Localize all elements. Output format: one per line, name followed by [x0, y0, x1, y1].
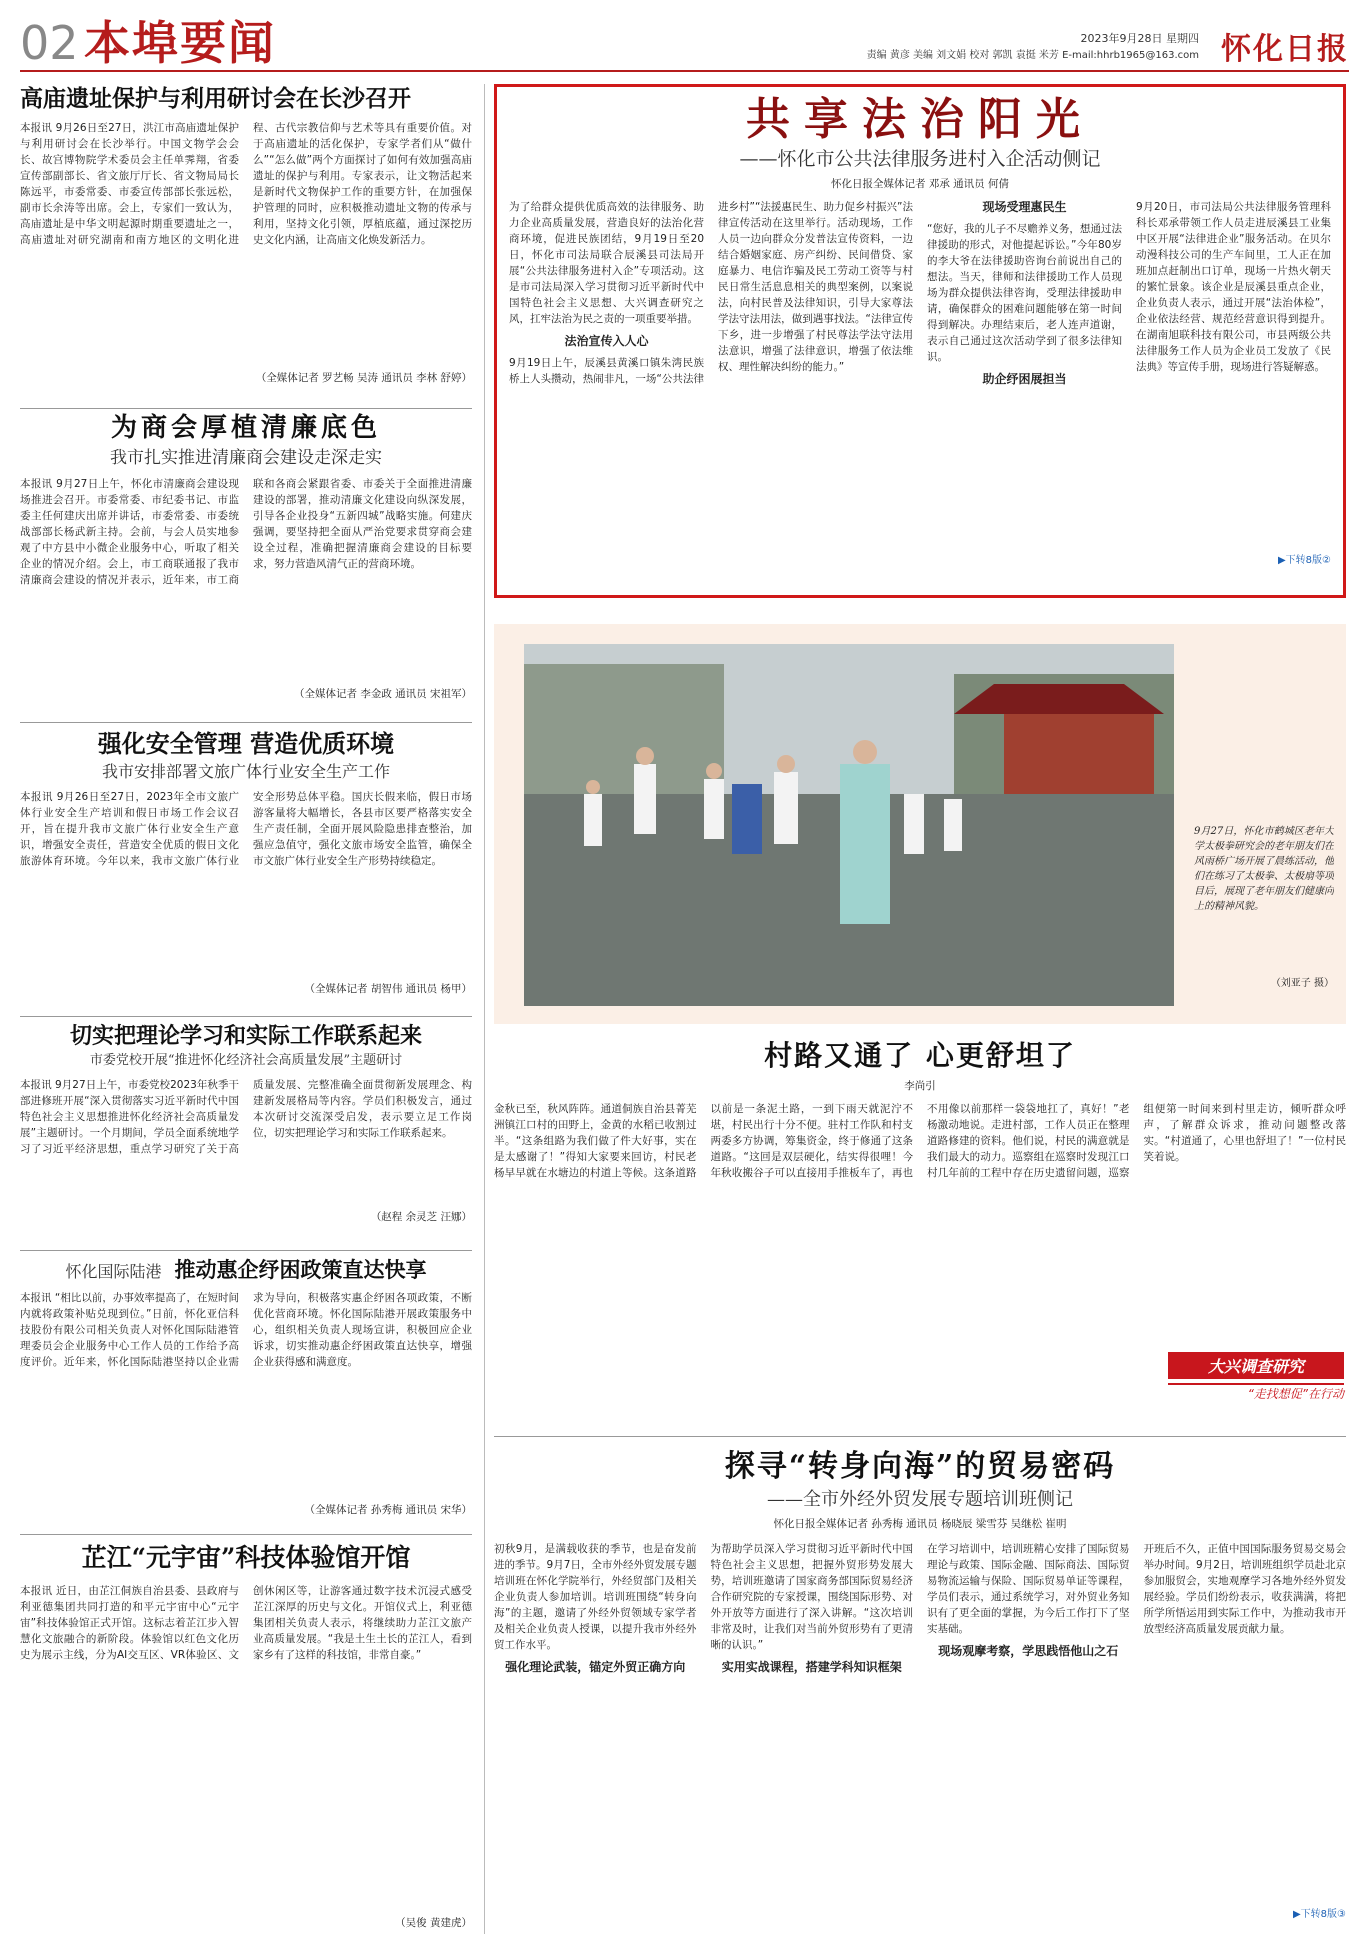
feature-paragraph: “您好，我的儿子不尽赡养义务，想通过法律援助的形式，对他提起诉讼。”今年80岁的李大爷在法律援助咨询台前说出自己的想法。当天，律师和法律援助工作人员现场为群众提供法律咨询，受理法律援助申请，确保群众的困难问题能够在第一时间得到解决。办理结束后，老人连声道谢，表示自己通过这次活动学到了很多法律知识。 — [927, 223, 1122, 364]
research-stamp — [1168, 1352, 1344, 1408]
feature-intro: 为了给群众提供优质高效的法律服务、助力企业高质量发展，营造良好的法治化营商环境，促进民族团结，9月19日至20日，怀化市司法局联合辰溪县司法局开展“公共法律服务进村入企”专项活动。这是市司法局深入学习贯彻习近平新时代中国特色社会主义思想、大兴调查研究之风，扛牢法治为民之责的一项重要举措。 — [509, 201, 704, 326]
stamp-sub: “走找想促”在行动 — [1168, 1383, 1344, 1402]
photo-taichi — [524, 644, 1174, 1006]
divider — [20, 1016, 472, 1017]
article-dangxiao — [20, 1024, 472, 1246]
feature-byline: 怀化日报全媒体记者 邓承 通讯员 何倩 — [830, 178, 1009, 191]
feature-title: 共享法治阳光 — [746, 94, 1094, 145]
article-subtitle: 市委党校开展“推进怀化经济社会高质量发展”主题研讨 — [89, 1053, 403, 1069]
divider — [494, 1436, 1346, 1437]
article-subhead: 强化理论武装，锚定外贸正确方向 — [505, 1660, 686, 1675]
article-byline: （全媒体记者 胡智伟 通讯员 杨甲） — [304, 982, 472, 995]
article-anquan — [20, 730, 472, 1012]
divider — [20, 408, 472, 409]
divider — [20, 1534, 472, 1535]
article-lugang — [20, 1258, 472, 1530]
photo-caption-block — [1194, 824, 1334, 1004]
article-body: 本报讯 近日，由芷江侗族自治县委、县政府与利亚德集团共同打造的和平元宇宙中心“元宇宙”科技体验馆正式开馆。这标志着芷江步入智慧化文旅融合的新阶段。体验馆以红色文化历史为展示主线，分为AI交互区、VR体验区、文创休闲区等，让游客通过数字技术沉浸式感受芷江深厚的历史与文化。开馆仪式上，利亚德集团相关负责人表示，将继续助力芷江文旅产业高质量发展。“我是土生土长的芷江人，看到家乡有了这样的科技馆，非常自豪。” — [20, 1584, 472, 1661]
editor-credits: 责编 黄彦 美编 刘文娟 校对 郭凯 袁挺 米芳 E-mail:hhrb1965@163.com — [866, 50, 1199, 61]
article-yuanyuzhou — [20, 1544, 472, 1934]
article-body: 本报讯 9月27日上午，市委党校2023年秋季干部进修班开展“深入贯彻落实习近平新时代中国特色社会主义思想推进怀化经济社会高质量发展”主题研讨。一个月期间，学员全面系统地学习了习近平经济思想，重点学习研究了关于高质量发展、完整准确全面贯彻新发展理念、构建新发展格局等内容。学员们积极发言，通过本次研讨交流深受启发，表示要立足工作岗位，切实把理论学习和实际工作联系起来。 — [20, 1078, 472, 1155]
feature-subhead: 助企纾困展担当 — [982, 372, 1067, 387]
article-subtitle: ——全市外经外贸发展专题培训班侧记 — [767, 1488, 1073, 1510]
feature-paragraph: 9月20日，市司法局公共法律服务管理科科长邓承带领工作人员走进辰溪县工业集中区开展“法律进企业”服务活动。在贝尔动漫科技公司的生产车间里，工人正在加班加点赶制出口订单，现场一片热火朝天的繁忙景象。该企业是辰溪县重点企业，企业负责人表示，通过开展“法治体检”，企业依法经营、规范经营意识得到提升。在湖南旭联科技有限公司，市县两级公共法律服务工作人员为企业员工发放了《民法典》等宣传手册，现场进行答疑解惑。 — [1136, 201, 1331, 374]
article-kicker: 怀化国际陆港 — [65, 1262, 162, 1281]
photo-caption: 9月27日，怀化市鹤城区老年大学太极拳研究会的老年朋友们在风雨桥广场开展了晨练活动，他们在练习了太极拳、太极扇等项目后，展现了老年朋友们健康向上的精神风貌。 — [1194, 826, 1334, 912]
feature-subtitle: ——怀化市公共法律服务进村入企活动侧记 — [739, 147, 1101, 170]
article-title: 村路又通了 心更舒坦了 — [764, 1039, 1076, 1072]
feature-subhead: 法治宣传入人心 — [564, 334, 649, 349]
article-title: 芷江“元宇宙”科技体验馆开馆 — [81, 1543, 411, 1572]
article-byline: 怀化日报全媒体记者 孙秀梅 通讯员 杨晓辰 梁雪芬 吴继松 崔明 — [773, 1518, 1067, 1531]
article-body: 本报讯 “相比以前，办事效率提高了，在短时间内就将政策补贴兑现到位。”日前，怀化亚信科技股份有限公司相关负责人对怀化国际陆港管理委员会企业服务中心工作人员的工作给予高度评价。近年来，怀化国际陆港坚持以企业需求为导向，积极落实惠企纾困各项政策，不断优化营商环境。怀化国际陆港开展政策服务中心，组织相关负责人现场宣讲，积极回应企业诉求，切实推动惠企纾困政策直达快享，增强企业获得感和满意度。 — [20, 1292, 472, 1369]
article-body: 本报讯 9月27日上午，怀化市清廉商会建设现场推进会召开。市委常委、市纪委书记、市监委主任何建庆出席并讲话，市委常委、市委统战部部长杨武新主持。会前，与会人员实地参观了中方县中小微企业服务中心，听取了相关企业的情况介绍。会上，市工商联通报了我市清廉商会建设的情况并表示，近年来，市工商联和各商会紧跟省委、市委关于全面推进清廉建设的部署，推动清廉文化建设向纵深发展，引导各企业投身“五新四城”战略实施。何建庆强调，要坚持把全面从严治党要求贯穿商会建设全过程，准确把握清廉商会建设的目标要求，努力营造风清气正的营商环境。 — [20, 478, 472, 587]
masthead — [20, 16, 1349, 72]
photo-block — [494, 624, 1346, 1024]
article-byline: （全媒体记者 孙秀梅 通讯员 宋华） — [304, 1504, 472, 1517]
article-body: 本报讯 9月26日至27日，洪江市高庙遗址保护与利用研讨会在长沙举行。中国文物学会会长、故宫博物院学术委员会主任单霁翔，省委宣传部副部长、省文旅厅厅长、省文物局局长陈远平，市委常委、市委宣传部部长张远松，副市长余涛等出席。会上，专家们一致认为，高庙遗址是中华文明起源时期重要遗址之一，高庙遗址对研究湖南和南方地区的文明化进程、古代宗教信仰与艺术等具有重要价值。对于高庙遗址的活化保护，专家学者们从“做什么”“怎么做”两个方面探讨了如何有效加强高庙遗址的保护与利用。专家表示，让文物活起来是新时代文物保护工作的重要方针，在加强保护管理的同时，应积极推动遗址文物的传承与利用，坚持文化引领，厚植底蕴，通过深挖历史文化内涵，让高庙文化焕发新活力。 — [20, 122, 472, 247]
article-body: 本报讯 9月26日至27日，2023年全市文旅广体行业安全生产培训和假日市场工作会议召开，旨在提升我市文旅广体行业安全生产意识，增强安全责任，营造安全优质的假日文化旅游体育环境。今年以来，我市文旅广体行业安全形势总体平稳。国庆长假来临，假日市场游客量将大幅增长，各县市区要严格落实安全生产责任制，全面开展风险隐患排查整治，加强应急值守，强化文旅市场安全监管，确保全市文旅广体行业安全生产形势持续稳定。 — [20, 790, 472, 867]
article-byline: （吴俊 黄建虎） — [395, 1916, 472, 1929]
divider — [20, 722, 472, 723]
article-shanghui — [20, 414, 472, 718]
issue-date: 2023年9月28日 星期四 — [1080, 32, 1199, 45]
article-paragraph: 为帮助学员深入学习贯彻习近平新时代中国特色社会主义思想，把握外贸形势发展大势，培训班邀请了国家商务部国际贸易经济合作研究院的专家授课，围绕国际形势、对外开放等方面进行了深入讲解。“这次培训非常及时，让我们对当前外贸形势有了更清晰的认识。” — [710, 1543, 913, 1652]
newspaper-logo: 怀化日报 — [1221, 32, 1349, 67]
column-divider — [484, 84, 485, 1934]
feature-article-fazhi — [494, 84, 1346, 598]
article-headline-row — [20, 1258, 472, 1282]
article-title: 为商会厚植清廉底色 — [110, 413, 381, 443]
article-byline: （赵程 余灵芝 汪娜） — [370, 1210, 472, 1223]
article-intro: 初秋9月，是满载收获的季节，也是奋发前进的季节。9月7日，全市外经外贸发展专题培训班在怀化学院举行，外经贸部门及相关企业负责人参加培训。培训班围绕“转身向海”的主题，邀请了外经外贸领域专家学者及相关企业负责人授课，以提升我市外经外贸工作水平。 — [494, 1543, 697, 1652]
article-byline: （全媒体记者 李金政 通讯员 宋祖军） — [293, 688, 472, 701]
feature-subhead: 现场受理惠民生 — [982, 200, 1067, 215]
article-body — [494, 1541, 1346, 1901]
article-title: 高庙遗址保护与利用研讨会在长沙召开 — [20, 85, 411, 112]
feature-paragraph: 9月19日上午，辰溪县黄溪口镇朱湾民族桥上人头攒动，热闹非凡，一场“公共法律进乡村”“法援惠民生、助力促乡村振兴”法律宣传活动在这里举行。活动现场，工作人员一边向群众分发普法宣传资料，一边结合婚姻家庭、房产纠纷、民间借贷、家庭暴力、电信诈骗及民工劳动工资等与村民日常生活息息相关的典型案例，以案说法，向村民普及法律知识，引导大家尊法学法守法用法，做到遇事找法。“法律宣传下乡，进一步增强了村民尊法学法守法用法意识，增强了法律意识，增强了依法维权、理性解决纠纷的能力。” — [509, 201, 913, 386]
article-subhead: 实用实战课程，搭建学科知识框架 — [721, 1660, 902, 1675]
article-title: 探寻“转身向海”的贸易密码 — [724, 1449, 1116, 1484]
page-number: 02 — [20, 16, 79, 70]
article-subhead: 现场观摩考察，学思践悟他山之石 — [938, 1644, 1119, 1659]
photo-credit: （刘亚子 摄） — [1270, 978, 1334, 989]
feature-body — [509, 199, 1331, 547]
article-subtitle: 我市安排部署文旅广体行业安全生产工作 — [101, 761, 390, 781]
continued-link[interactable]: ▶下转8版③ — [1292, 1909, 1346, 1921]
article-byline: （全媒体记者 罗艺畅 吴涛 通讯员 李林 舒婷） — [255, 372, 472, 385]
taichi-scene-image — [524, 644, 1174, 1006]
article-title: 强化安全管理 营造优质环境 — [97, 729, 395, 758]
article-title: 切实把理论学习和实际工作联系起来 — [69, 1023, 422, 1049]
article-author: 李尚引 — [904, 1080, 936, 1093]
continued-link[interactable]: ▶下转8版② — [1277, 555, 1331, 567]
article-subtitle: 我市扎实推进清廉商会建设走深走实 — [110, 447, 382, 468]
article-body: 金秋已至，秋风阵阵。通道侗族自治县菁芜洲镇江口村的田野上，金黄的水稻已收割过半。“这条组路为我们做了件大好事，实在是太感谢了！”得知大家要来回访，村民老杨早早就在水塘边的村道上等候。这条道路以前是一条泥土路，一到下雨天就泥泞不堪，村民出行十分不便。驻村工作队和村支两委多方协调，筹集资金，终于修通了这条道路。“这回是双层硬化，结实得很哩！今年秋收搬谷子可以直接用手推板车了，再也不用像以前那样一袋袋地扛了，真好！”老杨激动地说。走进村部，工作人员正在整理道路修建的资料。他们说，村民的满意就是我们最大的动力。巡察组在巡察时发现江口村几年前的工程中存在历史遗留问题，巡察组便第一时间来到村里走访，倾听群众呼声，了解群众诉求，推动问题整改落实。“村道通了，心里也舒坦了！”一位村民笑着说。 — [494, 1103, 1346, 1180]
article-paragraph: 在学习培训中，培训班精心安排了国际贸易理论与政策、国际金融、国际商法、国际贸易物流运输与保险、国际贸易单证等课程，学员们表示，通过系统学习，对外贸业务知识有了更全面的掌握，为今后工作打下了坚实基础。 — [927, 1543, 1130, 1636]
article-trade — [494, 1450, 1346, 1934]
article-gaomiao — [20, 86, 472, 404]
stamp-main: 大兴调查研究 — [1168, 1352, 1344, 1379]
divider — [20, 1250, 472, 1251]
article-title: 推动惠企纾困政策直达快享 — [174, 1257, 427, 1282]
article-paragraph: 开班后不久，正值中国国际服务贸易交易会举办时间。9月2日，培训班组织学员赴北京参加服贸会，实地观摩学习各地外经外贸发展经验。学员们纷纷表示，收获满满，将把所学所悟运用到实际工作中，为推动我市开放型经济高质量发展贡献力量。 — [1143, 1543, 1346, 1636]
section-title: 本埠要闻 — [84, 16, 276, 70]
